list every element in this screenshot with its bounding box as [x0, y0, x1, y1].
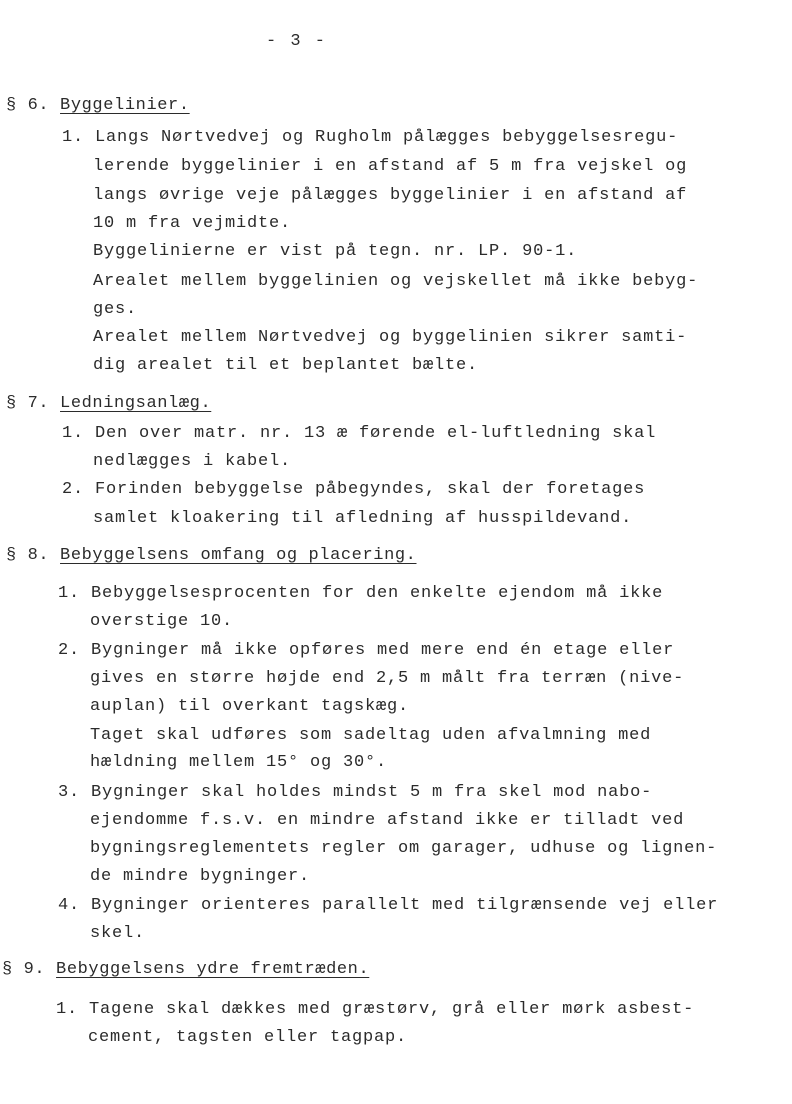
paragraph-line: 4. Bygninger orienteres parallelt med tilgrænsende vej eller: [58, 896, 719, 915]
paragraph-line: de mindre bygninger.: [90, 867, 311, 886]
section-9-title: [2, 960, 369, 979]
paragraph-line: 2. Forinden bebyggelse påbegyndes, skal der foretages: [62, 480, 646, 499]
section-heading: Bebyggelsens omfang og placering.: [60, 546, 417, 565]
paragraph-line: Byggelinierne er vist på tegn. nr. LP. 90-1.: [93, 242, 578, 261]
section-8-title: [6, 546, 417, 565]
section-heading: Bebyggelsens ydre fremtræden.: [56, 960, 370, 979]
section-7-title: [6, 394, 211, 413]
paragraph-line: bygningsreglementets regler om garager, udhuse og lignen-: [90, 839, 718, 858]
paragraph-line: 2. Bygninger må ikke opføres med mere end én etage eller: [58, 641, 675, 660]
paragraph-line: lerende byggelinier i en afstand af 5 m fra vejskel og: [93, 157, 688, 176]
page-number: - 3 -: [266, 32, 328, 51]
paragraph-line: 1. Den over matr. nr. 13 æ førende el-luftledning skal: [62, 424, 657, 443]
paragraph-line: auplan) til overkant tagskæg.: [90, 697, 410, 716]
paragraph-line: Taget skal udføres som sadeltag uden afvalmning med: [90, 726, 652, 745]
section-6-title: [6, 96, 190, 115]
section-symbol: § 7.: [6, 394, 50, 413]
paragraph-line: overstige 10.: [90, 612, 234, 631]
paragraph-line: ejendomme f.s.v. en mindre afstand ikke er tilladt ved: [90, 811, 685, 830]
section-heading: Ledningsanlæg.: [60, 394, 212, 413]
paragraph-line: Arealet mellem Nørtvedvej og byggelinien sikrer samti-: [93, 328, 688, 347]
paragraph-line: 1. Bebyggelsesprocenten for den enkelte ejendom må ikke: [58, 584, 664, 603]
paragraph-line: samlet kloakering til afledning af husspildevand.: [93, 509, 633, 528]
section-symbol: § 6.: [6, 96, 50, 115]
paragraph-line: 1. Langs Nørtvedvej og Rugholm pålægges bebyggelsesregu-: [62, 128, 679, 147]
paragraph-line: gives en større højde end 2,5 m målt fra terræn (nive-: [90, 669, 685, 688]
section-symbol: § 8.: [6, 546, 50, 565]
paragraph-line: 1. Tagene skal dækkes med græstørv, grå eller mørk asbest-: [56, 1000, 695, 1019]
paragraph-line: Arealet mellem byggelinien og vejskellet må ikke bebyg-: [93, 272, 699, 291]
paragraph-line: ges.: [93, 300, 138, 319]
paragraph-line: langs øvrige veje pålægges byggelinier i en afstand af: [93, 186, 688, 205]
paragraph-line: nedlægges i kabel.: [93, 452, 292, 471]
section-symbol: § 9.: [2, 960, 46, 979]
paragraph-line: 3. Bygninger skal holdes mindst 5 m fra skel mod nabo-: [58, 783, 653, 802]
paragraph-line: hældning mellem 15° og 30°.: [90, 753, 388, 772]
paragraph-line: cement, tagsten eller tagpap.: [88, 1028, 408, 1047]
section-heading: Byggelinier.: [60, 96, 190, 115]
paragraph-line: 10 m fra vejmidte.: [93, 214, 292, 233]
paragraph-line: skel.: [90, 924, 146, 943]
paragraph-line: dig arealet til et beplantet bælte.: [93, 356, 479, 375]
